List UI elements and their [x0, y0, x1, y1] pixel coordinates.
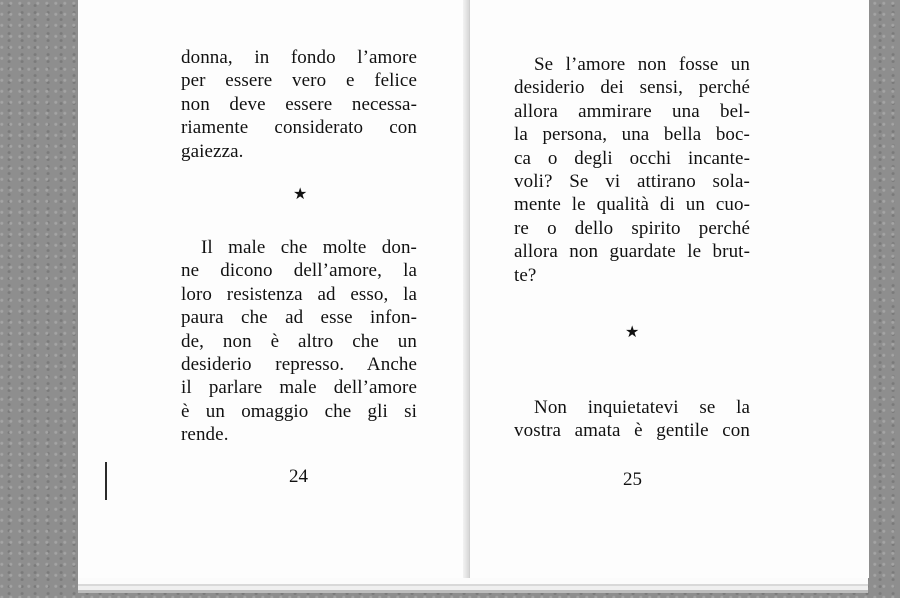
text-line: re o dello spirito perché — [514, 217, 750, 239]
text-line: loro resistenza ad esso, la — [181, 283, 417, 305]
text-line: vostra amata è gentile con — [514, 420, 750, 442]
text-line: paura che ad esse infon- — [181, 307, 417, 329]
text-line: riamente considerato con — [181, 117, 417, 139]
text-line: rende. — [181, 424, 229, 446]
text-line: non deve essere necessa- — [181, 93, 417, 115]
text-line: donna, in fondo l’amore — [181, 47, 417, 68]
page-number: 24 — [289, 466, 308, 487]
text-line: ne dicono dell’amore, la — [181, 260, 417, 282]
text-line: de, non è altro che un — [181, 330, 417, 352]
page-number: 25 — [623, 469, 642, 490]
text-line: mente le qualità di un cuo- — [514, 194, 750, 216]
left-paragraph-1 — [181, 46, 417, 163]
open-book — [78, 0, 868, 586]
text-line: allora ammirare una bel- — [514, 100, 750, 122]
section-separator-star: ★ — [625, 324, 640, 341]
text-line: gaiezza. — [181, 140, 244, 162]
text-line: ca o degli occhi incante- — [514, 147, 750, 169]
text-line: desiderio represso. Anche — [181, 354, 417, 376]
left-page — [78, 0, 469, 578]
text-line: voli? Se vi attirano sola- — [514, 171, 750, 193]
section-separator-star: ★ — [293, 186, 308, 203]
right-page — [469, 0, 869, 578]
text-line: la persona, una bella boc- — [514, 124, 750, 146]
text-line: Non inquietatevi se la — [534, 397, 750, 418]
text-line: per essere vero e felice — [181, 70, 417, 92]
text-line: Se l’amore non fosse un — [534, 54, 750, 75]
text-line: allora non guardate le brut- — [514, 241, 750, 263]
right-paragraph-2 — [514, 396, 750, 443]
text-line: è un omaggio che gli si — [181, 400, 417, 422]
text-line: il parlare male dell’amore — [181, 377, 417, 399]
right-paragraph-1 — [514, 53, 750, 287]
text-line: te? — [514, 264, 537, 286]
text-line: Il male che molte don- — [201, 237, 417, 258]
text-line: desiderio dei sensi, perché — [514, 77, 750, 99]
page-edge-mark — [105, 462, 107, 500]
left-paragraph-2 — [181, 236, 417, 447]
